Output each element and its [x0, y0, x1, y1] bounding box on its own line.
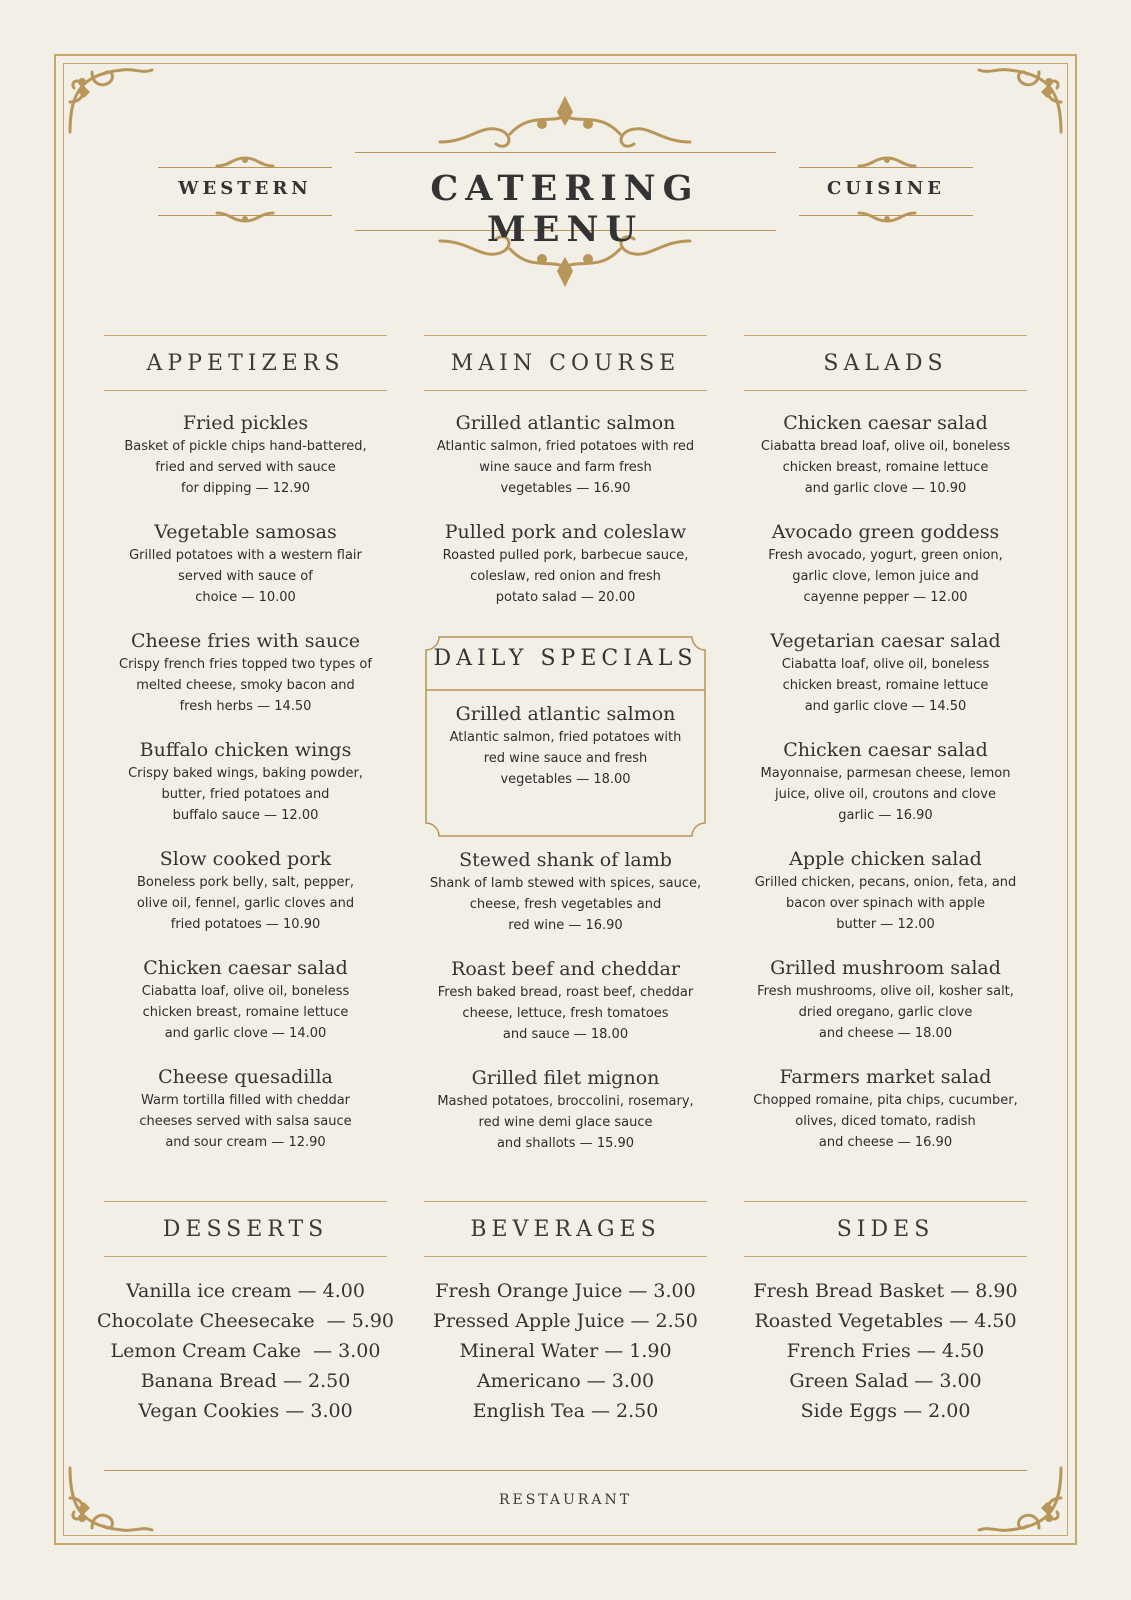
header-right-rule-top [799, 167, 973, 168]
corner-flourish-icon [969, 62, 1069, 142]
item-name: Slow cooked pork [159, 848, 332, 870]
item-name: Chicken caesar salad [143, 957, 348, 979]
main-course-list-top [424, 410, 707, 628]
list-item: Vegan Cookies — 3.00 [138, 1400, 353, 1422]
item-name: Grilled atlantic salmon [455, 703, 676, 725]
item-description: Roasted pulled pork, barbecue sauce, coleslaw, red onion and fresh potato salad — 20.00 [442, 548, 689, 605]
section-heading-sides: SIDES [744, 1201, 1027, 1257]
item-description: Ciabatta bread loaf, olive oil, boneless chicken breast, romaine lettuce and garlic clove — 10.90 [760, 439, 1011, 496]
footer-label: RESTAURANT [498, 1492, 633, 1508]
list-item: Banana Bread — 2.50 [140, 1370, 351, 1392]
list-item: Americano — 3.00 [476, 1370, 655, 1392]
item-description: Fresh avocado, yogurt, green onion, garlic clove, lemon juice and cayenne pepper — 12.00 [768, 548, 1003, 605]
item-description: Fresh mushrooms, olive oil, kosher salt, dried oregano, garlic clove and cheese — 18.00 [757, 984, 1014, 1041]
item-name: Roast beef and cheddar [451, 958, 680, 980]
menu-item [744, 628, 1027, 737]
menu-item [424, 1065, 707, 1174]
desserts-list [94, 1276, 397, 1426]
appetizers-list [104, 410, 387, 1173]
header-left-rule-bottom [158, 215, 332, 216]
item-description: Atlantic salmon, fried potatoes with red wine sauce and farm fresh vegetables — 16.90 [436, 439, 695, 496]
menu-item [104, 1064, 387, 1173]
menu-item [104, 410, 387, 519]
section-heading-appetizers: APPETIZERS [104, 335, 387, 391]
header-right-word: CUISINE [826, 178, 946, 199]
item-description: Warm tortilla filled with cheddar cheeses served with salsa sauce and sour cream — 12.90 [139, 1093, 352, 1150]
item-description: Ciabatta loaf, olive oil, boneless chicken breast, romaine lettuce and garlic clove — 14.50 [781, 657, 990, 714]
page-title: CATERING MENU [430, 168, 700, 250]
menu-item [744, 410, 1027, 519]
daily-specials-item [425, 701, 706, 790]
menu-item [744, 737, 1027, 846]
item-description: Mashed potatoes, broccolini, rosemary, red wine demi glace sauce and shallots — 15.90 [437, 1094, 694, 1151]
menu-item [744, 519, 1027, 628]
item-name: Chicken caesar salad [783, 412, 988, 434]
main-course-list-bottom [424, 847, 707, 1174]
item-name: Vegetable samosas [154, 521, 337, 543]
small-flourish-icon [857, 211, 917, 225]
section-heading-main-course: MAIN COURSE [424, 335, 707, 391]
corner-flourish-icon [62, 62, 162, 142]
list-item: Roasted Vegetables — 4.50 [754, 1310, 1017, 1332]
section-heading-desserts: DESSERTS [104, 1201, 387, 1257]
item-description: Chopped romaine, pita chips, cucumber, olives, diced tomato, radish and cheese — 16.90 [753, 1093, 1018, 1150]
item-name: Chicken caesar salad [783, 739, 988, 761]
menu-item [744, 846, 1027, 955]
item-name: Cheese fries with sauce [131, 630, 360, 652]
small-flourish-icon [215, 211, 275, 225]
list-item: Side Eggs — 2.00 [800, 1400, 971, 1422]
item-description: Crispy baked wings, baking powder, butter, fried potatoes and buffalo sauce — 12.00 [128, 766, 363, 823]
item-name: Grilled atlantic salmon [455, 412, 676, 434]
list-item: Lemon Cream Cake — 3.00 [110, 1340, 381, 1362]
small-flourish-icon [215, 154, 275, 168]
menu-item [424, 410, 707, 519]
list-item: Chocolate Cheesecake — 5.90 [96, 1310, 395, 1332]
sides-list [734, 1276, 1037, 1426]
footer-rule [104, 1470, 1027, 1471]
item-name: Fried pickles [182, 412, 309, 434]
list-item: Vanilla ice cream — 4.00 [126, 1280, 365, 1302]
menu-item [744, 1064, 1027, 1173]
menu-item [104, 628, 387, 737]
item-name: Buffalo chicken wings [139, 739, 352, 761]
list-item: Fresh Bread Basket — 8.90 [753, 1280, 1018, 1302]
title-rule-top [355, 152, 776, 153]
menu-item [104, 955, 387, 1064]
list-item: Pressed Apple Juice — 2.50 [433, 1310, 698, 1332]
daily-specials-title: DAILY SPECIALS [433, 646, 698, 671]
menu-item [424, 519, 707, 628]
item-name: Farmers market salad [779, 1066, 992, 1088]
item-name: Avocado green goddess [771, 521, 1000, 543]
item-name: Pulled pork and coleslaw [444, 521, 687, 543]
item-name: Stewed shank of lamb [459, 849, 672, 871]
item-description: Grilled potatoes with a western flair served with sauce of choice — 10.00 [129, 548, 362, 605]
list-item: French Fries — 4.50 [786, 1340, 985, 1362]
menu-item [104, 519, 387, 628]
list-item: Fresh Orange Juice — 3.00 [435, 1280, 696, 1302]
top-scroll-ornament-icon [430, 94, 700, 150]
menu-item [424, 956, 707, 1065]
header-left-word: WESTERN [178, 178, 312, 199]
item-description: Boneless pork belly, salt, pepper, olive oil, fennel, garlic cloves and fried potatoes — 10.90 [136, 875, 355, 932]
list-item: Green Salad — 3.00 [789, 1370, 982, 1392]
beverages-list [414, 1276, 717, 1426]
item-description: Crispy french fries topped two types of melted cheese, smoky bacon and fresh herbs — 14.50 [119, 657, 372, 714]
small-flourish-icon [857, 154, 917, 168]
item-description: Fresh baked bread, roast beef, cheddar cheese, lettuce, fresh tomatoes and sauce — 18.00 [437, 985, 694, 1042]
menu-item [104, 737, 387, 846]
menu-item [744, 955, 1027, 1064]
item-name: Cheese quesadilla [158, 1066, 333, 1088]
item-name: Grilled mushroom salad [770, 957, 1001, 979]
item-name: Vegetarian caesar salad [770, 630, 1001, 652]
section-heading-salads: SALADS [744, 335, 1027, 391]
list-item: Mineral Water — 1.90 [459, 1340, 672, 1362]
item-description: Grilled chicken, pecans, onion, feta, and bacon over spinach with apple butter — 12.00 [754, 875, 1017, 932]
item-description: Mayonnaise, parmesan cheese, lemon juice, olive oil, croutons and clove garlic — 16.90 [760, 766, 1011, 823]
item-description: Basket of pickle chips hand-battered, fried and served with sauce for dipping — 12.90 [124, 439, 367, 496]
item-name: Grilled filet mignon [471, 1067, 660, 1089]
section-heading-beverages: BEVERAGES [424, 1201, 707, 1257]
item-description: Shank of lamb stewed with spices, sauce, cheese, fresh vegetables and red wine — 16.90 [429, 876, 702, 933]
item-description: Atlantic salmon, fried potatoes with red wine sauce and fresh vegetables — 18.00 [449, 730, 682, 787]
menu-item [424, 847, 707, 956]
list-item: English Tea — 2.50 [472, 1400, 659, 1422]
salads-list [744, 410, 1027, 1173]
header-left-rule-top [158, 167, 332, 168]
item-description: Ciabatta loaf, olive oil, boneless chicken breast, romaine lettuce and garlic clove — 14.00 [141, 984, 350, 1041]
menu-item [104, 846, 387, 955]
item-name: Apple chicken salad [789, 848, 982, 870]
header-right-rule-bottom [799, 215, 973, 216]
